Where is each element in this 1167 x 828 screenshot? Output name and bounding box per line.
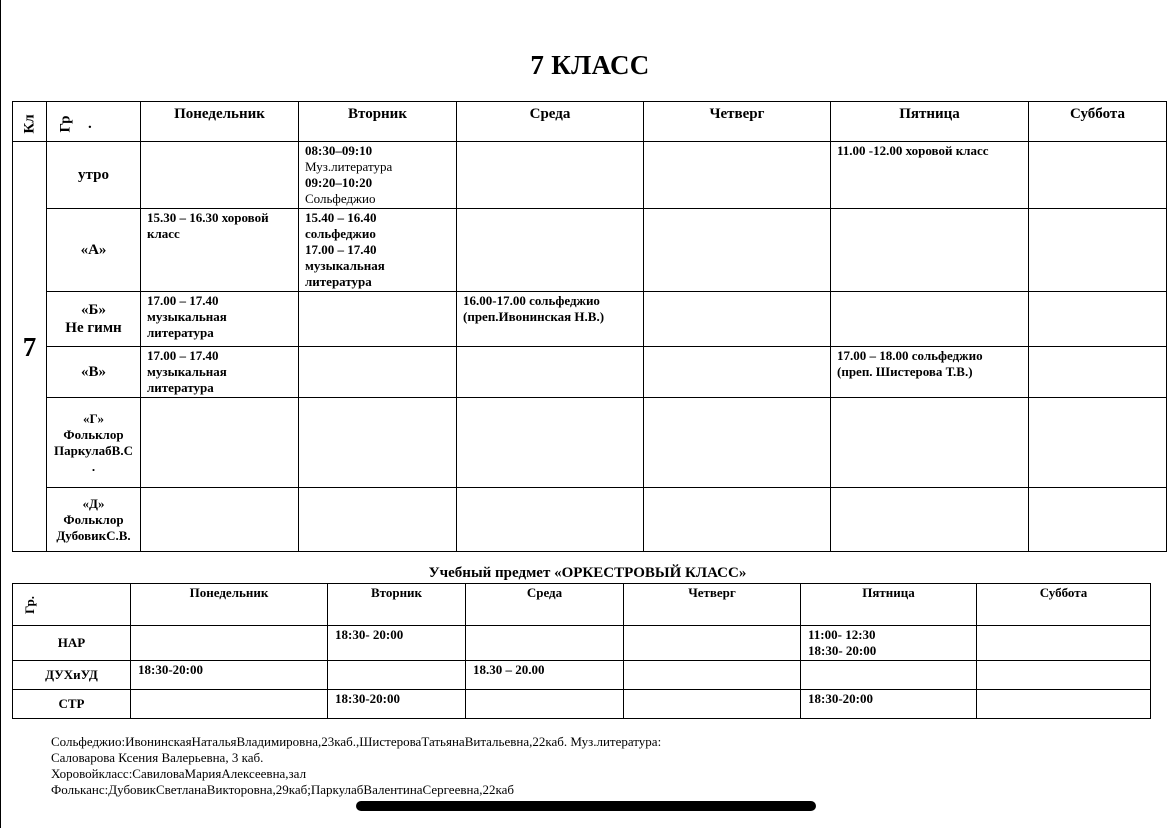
schedule-cell <box>1029 347 1167 398</box>
orchestra-subtitle: Учебный предмет «ОРКЕСТРОВЫЙ КЛАСС» <box>428 565 747 581</box>
schedule-row <box>13 398 1167 488</box>
schedule-entry-line: (преп. Шистерова Т.В.) <box>837 364 973 379</box>
schedule-entry-line: 15.40 – 16.40 <box>305 210 377 225</box>
group-label-line: «Г» <box>83 410 104 426</box>
schedule-cell <box>299 142 457 209</box>
schedule-cell <box>299 209 457 292</box>
header-gr: Гр . <box>47 102 141 142</box>
orchestra-header-day: Понедельник <box>131 584 328 626</box>
orchestra-table <box>12 583 1151 719</box>
schedule-entry-line: 11.00 -12.00 хоровой класс <box>837 143 989 158</box>
orchestra-cell <box>977 690 1151 719</box>
schedule-cell <box>141 398 299 488</box>
schedule-entry-line: 17.00 – 17.40 <box>147 348 219 363</box>
orchestra-cell <box>328 661 466 690</box>
orchestra-row <box>13 690 1151 719</box>
schedule-entry-line: 17.00 – 17.40 <box>147 293 219 308</box>
header-kl: Кл <box>13 102 47 142</box>
schedule-cell <box>831 347 1029 398</box>
orchestra-row <box>13 661 1151 690</box>
group-label <box>47 209 141 292</box>
schedule-cell <box>457 209 644 292</box>
orchestra-group-label: ДУХиУД <box>13 661 131 690</box>
orchestra-cell <box>977 626 1151 661</box>
page-left-edge <box>0 0 1 828</box>
schedule-entry-line: литература <box>305 274 372 289</box>
schedule-cell <box>457 347 644 398</box>
schedule-cell <box>831 209 1029 292</box>
group-label-line: «Б» <box>81 302 106 318</box>
schedule-cell <box>831 488 1029 552</box>
orchestra-group-label: СТР <box>13 690 131 719</box>
schedule-cell <box>1029 142 1167 209</box>
orchestra-cell <box>466 690 624 719</box>
group-label-line: Фольклор <box>63 426 124 442</box>
schedule-cell <box>457 398 644 488</box>
group-label <box>47 488 141 552</box>
schedule-entry-line: литература <box>147 325 214 340</box>
schedule-entry-line: 15.30 – 16.30 хоровой <box>147 210 269 225</box>
group-label-line: «В» <box>80 364 106 380</box>
schedule-cell <box>299 488 457 552</box>
schedule-cell <box>141 209 299 292</box>
schedule-cell <box>457 292 644 347</box>
schedule-cell <box>831 142 1029 209</box>
group-label-line: Не гимн <box>65 320 122 336</box>
schedule-cell <box>644 292 831 347</box>
header-day: Понедельник <box>141 102 299 142</box>
header-day: Четверг <box>644 102 831 142</box>
orchestra-header-day: Суббота <box>977 584 1151 626</box>
note-line: Фольканс:ДубовикСветланаВикторовна,29каб;ПаркулабВалентинаСергеевна,22каб <box>51 782 514 797</box>
schedule-entry-line: (преп.Ивонинская Н.В.) <box>463 309 605 324</box>
schedule-cell <box>1029 292 1167 347</box>
schedule-cell <box>141 347 299 398</box>
schedule-entry-line: 09:20–10:20 <box>305 175 373 190</box>
schedule-cell <box>644 398 831 488</box>
orchestra-cell <box>801 690 977 719</box>
schedule-cell <box>831 292 1029 347</box>
schedule-entry-line: класс <box>147 226 180 241</box>
schedule-cell <box>141 292 299 347</box>
group-label-line: «Д» <box>82 495 105 511</box>
group-label-line: «А» <box>80 242 107 258</box>
group-label <box>47 347 141 398</box>
schedule-cell <box>644 142 831 209</box>
klass-number: 7 <box>13 142 47 552</box>
schedule-entry-line: 17.00 – 18.00 сольфеджио <box>837 348 983 363</box>
orchestra-cell <box>624 626 801 661</box>
schedule-cell <box>1029 209 1167 292</box>
schedule-cell <box>141 142 299 209</box>
orchestra-header-day: Пятница <box>801 584 977 626</box>
orchestra-header-gr: Гр. <box>13 584 131 626</box>
orchestra-cell <box>466 661 624 690</box>
orchestra-header-row <box>13 584 1151 626</box>
schedule-row <box>13 142 1167 209</box>
schedule-cell <box>141 488 299 552</box>
orchestra-cell <box>624 690 801 719</box>
orchestra-header-day: Четверг <box>624 584 801 626</box>
schedule-entry-line: Муз.литература <box>305 159 393 174</box>
orchestra-header-day: Среда <box>466 584 624 626</box>
schedule-entry-line: 08:30–09:10 <box>305 143 373 158</box>
orchestra-time: 11:00- 12:30 <box>808 627 876 642</box>
orchestra-cell <box>801 661 977 690</box>
schedule-cell <box>299 347 457 398</box>
schedule-cell <box>299 398 457 488</box>
group-label-line: Фольклор <box>63 511 124 527</box>
orchestra-cell <box>131 690 328 719</box>
header-day: Суббота <box>1029 102 1167 142</box>
group-label <box>47 398 141 488</box>
orchestra-row <box>13 626 1151 661</box>
orchestra-group-label: НАР <box>13 626 131 661</box>
orchestra-time: 18:30-20:00 <box>335 691 400 706</box>
orchestra-cell <box>624 661 801 690</box>
orchestra-time: 18.30 – 20.00 <box>473 662 545 677</box>
schedule-cell <box>831 398 1029 488</box>
group-label-line: утро <box>78 167 109 183</box>
schedule-entry-line: сольфеджио <box>305 226 376 241</box>
orchestra-cell <box>801 626 977 661</box>
note-line: Сольфеджио:ИвонинскаяНатальяВладимировна,23каб.,ШистероваТатьянаВитальевна,22каб. Муз.литература: <box>51 734 662 749</box>
schedule-cell <box>457 142 644 209</box>
group-label <box>47 142 141 209</box>
orchestra-time: 18:30- 20:00 <box>335 627 404 642</box>
header-day: Пятница <box>831 102 1029 142</box>
orchestra-cell <box>328 690 466 719</box>
header-day: Вторник <box>299 102 457 142</box>
schedule-row <box>13 209 1167 292</box>
teacher-notes <box>51 734 1151 798</box>
schedule-row <box>13 488 1167 552</box>
schedule-row <box>13 347 1167 398</box>
group-label-line: . <box>91 458 96 474</box>
schedule-table <box>12 101 1167 552</box>
note-line: Саловарова Ксения Валерьевна, 3 каб. <box>51 750 264 765</box>
schedule-header-row <box>13 102 1167 142</box>
group-label-line: ПаркулабВ.С <box>54 442 133 458</box>
page-title: 7 КЛАСС <box>530 50 650 80</box>
orchestra-cell <box>131 661 328 690</box>
group-label <box>47 292 141 347</box>
note-line: Хоровойкласс:СавиловаМарияАлексеевна,зал <box>51 766 307 781</box>
orchestra-time: 18:30-20:00 <box>138 662 203 677</box>
schedule-cell <box>457 488 644 552</box>
orchestra-cell <box>977 661 1151 690</box>
orchestra-time: 18:30-20:00 <box>808 691 873 706</box>
schedule-entry-line: 17.00 – 17.40 <box>305 242 377 257</box>
schedule-entry-line: Сольфеджио <box>305 191 376 206</box>
schedule-cell <box>644 209 831 292</box>
schedule-entry-line: музыкальная <box>147 309 227 324</box>
schedule-entry-line: литература <box>147 380 214 395</box>
orchestra-header-day: Вторник <box>328 584 466 626</box>
orchestra-cell <box>328 626 466 661</box>
schedule-cell <box>644 347 831 398</box>
group-label-line: ДубовикС.В. <box>56 527 131 543</box>
orchestra-cell <box>466 626 624 661</box>
header-day: Среда <box>457 102 644 142</box>
schedule-entry-line: 16.00-17.00 сольфеджио <box>463 293 600 308</box>
schedule-cell <box>1029 488 1167 552</box>
schedule-cell <box>644 488 831 552</box>
orchestra-time: 18:30- 20:00 <box>808 643 877 658</box>
schedule-cell <box>1029 398 1167 488</box>
schedule-entry-line: музыкальная <box>305 258 385 273</box>
orchestra-cell <box>131 626 328 661</box>
schedule-entry-line: музыкальная <box>147 364 227 379</box>
schedule-row <box>13 292 1167 347</box>
home-indicator-bar[interactable] <box>356 801 816 811</box>
schedule-cell <box>299 292 457 347</box>
